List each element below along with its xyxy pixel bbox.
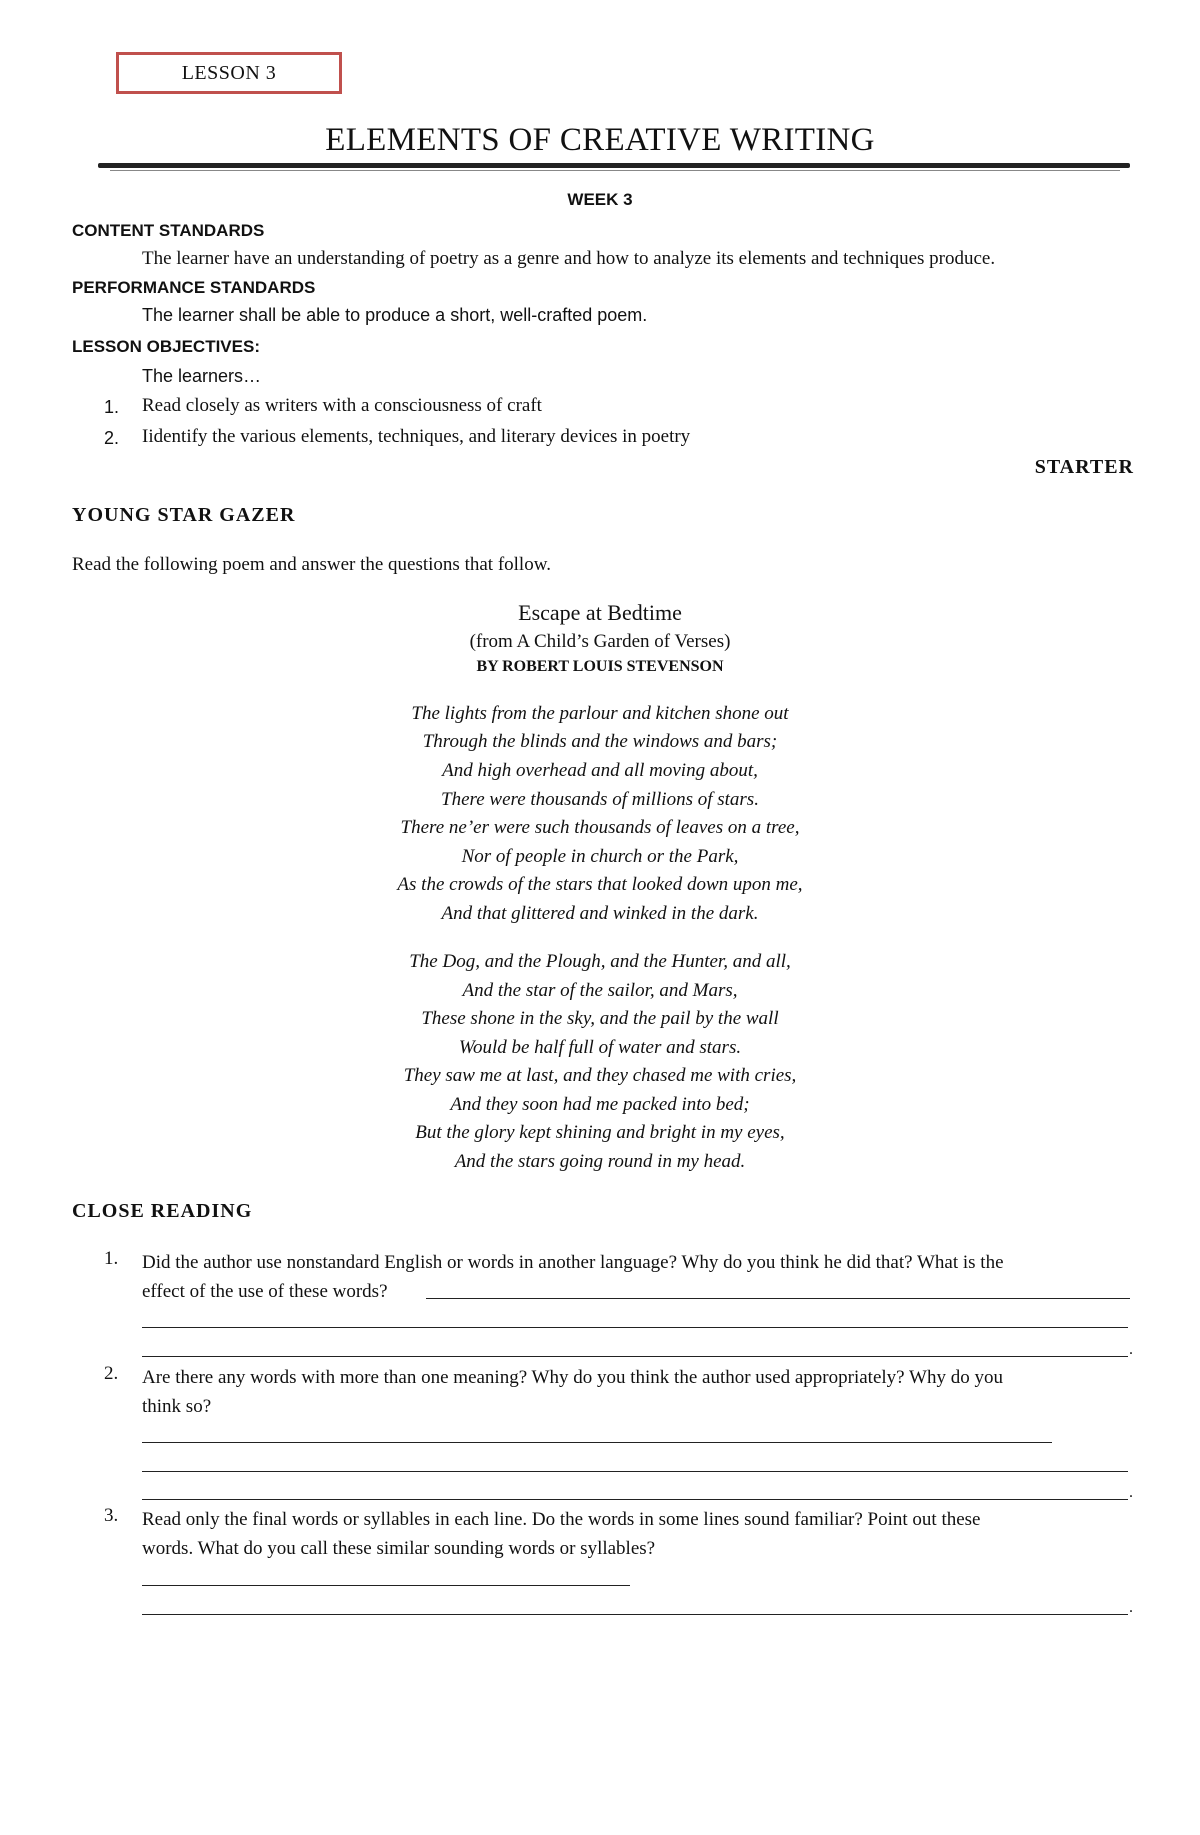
question-text-line: Did the author use nonstandard English or words in another language? Why do you think he did that? What is the [142,1252,1004,1273]
objective-text: Read closely as writers with a consciousness of craft [142,395,542,416]
poem-line: And the star of the sailor, and Mars, [462,980,738,1001]
answer-line[interactable] [142,1471,1128,1472]
week-label: WEEK 3 [567,190,633,209]
poem-line: The lights from the parlour and kitchen shone out [411,703,789,724]
poem-line: And the stars going round in my head. [454,1151,746,1172]
lesson-label-box [116,52,342,94]
poem-source: (from A Child’s Garden of Verses) [469,631,731,652]
question-text-line: Are there any words with more than one meaning? Why do you think the author used appropriately? Why do you [142,1367,1003,1388]
question-number: 1. [104,1248,119,1269]
lesson-objectives-label: LESSON OBJECTIVES: [72,337,260,356]
question-text-line: Read only the final words or syllables in each line. Do the words in some lines sound familiar? Point out these [142,1509,981,1530]
question-text-line: words. What do you call these similar sounding words or syllables? [142,1538,656,1559]
question-text-line: think so? [142,1396,212,1417]
poem-line: Through the blinds and the windows and bars; [422,731,778,752]
objective-number: 1. [104,397,120,417]
answer-line[interactable] [142,1442,1052,1443]
poem-line: They saw me at last, and they chased me with cries, [403,1065,797,1086]
poem-title: Escape at Bedtime [518,600,682,625]
answer-line[interactable] [142,1499,1128,1500]
performance-standards-text: The learner shall be able to produce a short, well-crafted poem. [142,305,648,325]
poem-line: These shone in the sky, and the pail by the wall [421,1008,779,1029]
answer-line[interactable] [142,1585,630,1586]
question-number: 2. [104,1363,119,1384]
poem-line: The Dog, and the Plough, and the Hunter, and all, [409,951,791,972]
poem-line: And that glittered and winked in the dark. [441,903,759,924]
answer-line[interactable] [142,1327,1128,1328]
end-mark: . [1129,1484,1133,1501]
poem-line: Nor of people in church or the Park, [461,846,739,867]
end-mark: . [1129,1341,1133,1358]
title-rule [98,163,1130,168]
question-text-line: effect of the use of these words? [142,1281,388,1302]
poem-line: But the glory kept shining and bright in my eyes, [415,1122,785,1143]
poem-line: And they soon had me packed into bed; [450,1094,750,1115]
document-title: ELEMENTS OF CREATIVE WRITING [325,122,875,158]
title-rule-thin [110,170,1120,171]
objective-number: 2. [104,428,120,448]
performance-standards-label: PERFORMANCE STANDARDS [72,278,316,297]
answer-line[interactable] [142,1614,1128,1615]
poem-line: Would be half full of water and stars. [458,1037,742,1058]
poem-line: There were thousands of millions of stars. [441,789,759,810]
poem-author: BY ROBERT LOUIS STEVENSON [476,658,724,675]
question-number: 3. [104,1505,119,1526]
answer-line[interactable] [426,1298,1130,1299]
activity-heading: YOUNG STAR GAZER [72,504,296,526]
content-standards-label: CONTENT STANDARDS [72,221,265,240]
objective-text: Iidentify the various elements, techniques, and literary devices in poetry [142,426,691,447]
poem-line: And high overhead and all moving about, [442,760,758,781]
content-standards-text: The learner have an understanding of poetry as a genre and how to analyze its elements and techniques produce. [142,248,996,269]
poem-line: As the crowds of the stars that looked down upon me, [397,874,803,895]
lesson-label: LESSON 3 [181,61,277,84]
instruction-text: Read the following poem and answer the questions that follow. [72,554,551,575]
close-reading-heading: CLOSE READING [72,1200,253,1222]
lesson-objectives-intro: The learners… [142,366,262,386]
end-mark: . [1129,1599,1133,1616]
starter-label: STARTER [1034,456,1134,478]
answer-line[interactable] [142,1356,1128,1357]
poem-line: There ne’er were such thousands of leaves on a tree, [400,817,800,838]
